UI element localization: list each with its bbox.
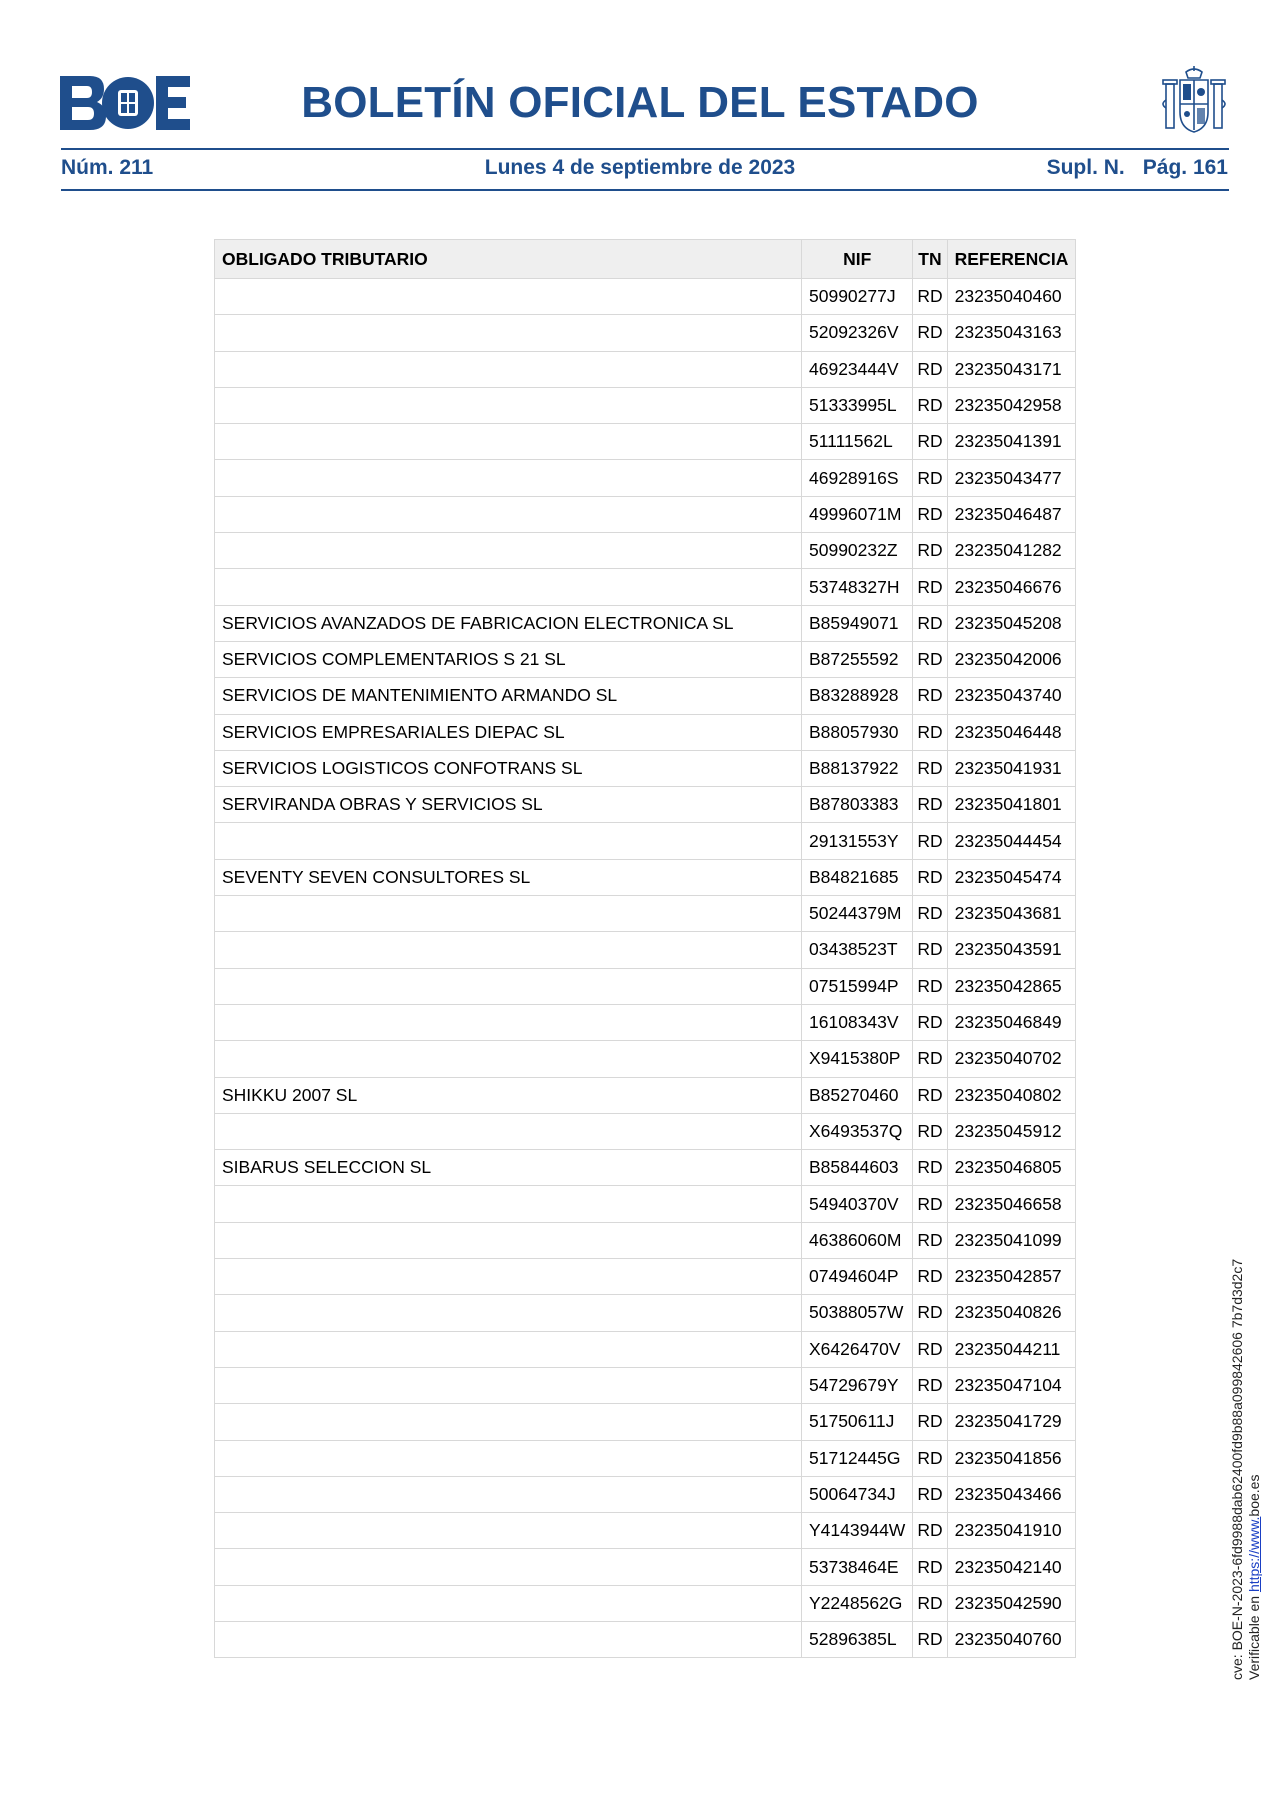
cell-referencia: 23235046849 <box>947 1004 1076 1040</box>
table-row <box>215 714 1076 750</box>
table-row <box>215 1549 1076 1585</box>
cell-referencia: 23235045474 <box>947 859 1076 895</box>
cell-obligado <box>215 932 802 968</box>
cell-obligado <box>215 460 802 496</box>
cell-tn: RD <box>913 315 947 351</box>
cell-referencia: 23235040760 <box>947 1621 1076 1657</box>
cell-nif: X6426470V <box>802 1331 913 1367</box>
cell-tn: RD <box>913 968 947 1004</box>
cell-nif: 50990277J <box>802 279 913 315</box>
cell-nif: B88057930 <box>802 714 913 750</box>
cell-tn: RD <box>913 1621 947 1657</box>
cell-tn: RD <box>913 1440 947 1476</box>
cell-referencia: 23235043171 <box>947 351 1076 387</box>
cell-obligado <box>215 351 802 387</box>
table-row <box>215 1186 1076 1222</box>
cell-obligado <box>215 896 802 932</box>
supplement-label: Supl. N. <box>1046 156 1125 179</box>
table-row <box>215 1077 1076 1113</box>
cell-tn: RD <box>913 932 947 968</box>
cell-tn: RD <box>913 1004 947 1040</box>
table-row <box>215 1222 1076 1258</box>
verification-line <box>1246 1259 1263 1680</box>
cell-referencia: 23235045912 <box>947 1113 1076 1149</box>
cell-tn: RD <box>913 1186 947 1222</box>
table-row <box>215 460 1076 496</box>
cell-nif: X6493537Q <box>802 1113 913 1149</box>
cell-referencia: 23235041856 <box>947 1440 1076 1476</box>
cell-obligado <box>215 1186 802 1222</box>
table-row <box>215 1004 1076 1040</box>
cell-nif: B85844603 <box>802 1150 913 1186</box>
cell-nif: B87803383 <box>802 787 913 823</box>
header-rule-bottom <box>61 189 1229 191</box>
header-obligado: OBLIGADO TRIBUTARIO <box>215 240 802 279</box>
cell-nif: 50064734J <box>802 1476 913 1512</box>
cell-tn: RD <box>913 1404 947 1440</box>
cell-obligado: SERVICIOS EMPRESARIALES DIEPAC SL <box>215 714 802 750</box>
cell-obligado <box>215 1295 802 1331</box>
cell-tn: RD <box>913 1585 947 1621</box>
cell-nif: B85949071 <box>802 605 913 641</box>
cell-referencia: 23235043740 <box>947 678 1076 714</box>
cell-referencia: 23235046676 <box>947 569 1076 605</box>
cell-obligado: SERVICIOS DE MANTENIMIENTO ARMANDO SL <box>215 678 802 714</box>
cell-referencia: 23235041099 <box>947 1222 1076 1258</box>
page-info <box>1047 156 1228 180</box>
page-number: Pág. 161 <box>1142 156 1228 179</box>
table-container <box>214 239 1076 1658</box>
cell-obligado: SERVICIOS LOGISTICOS CONFOTRANS SL <box>215 750 802 786</box>
cell-tn: RD <box>913 1077 947 1113</box>
table-row <box>215 1259 1076 1295</box>
cell-referencia: 23235044454 <box>947 823 1076 859</box>
table-body <box>215 279 1076 1658</box>
table-row <box>215 351 1076 387</box>
cell-referencia: 23235040826 <box>947 1295 1076 1331</box>
cell-referencia: 23235040460 <box>947 279 1076 315</box>
page-title: BOLETÍN OFICIAL DEL ESTADO <box>301 78 979 127</box>
cell-referencia: 23235041910 <box>947 1513 1076 1549</box>
cell-nif: 52092326V <box>802 315 913 351</box>
cell-referencia: 23235046805 <box>947 1150 1076 1186</box>
cell-nif: 51333995L <box>802 387 913 423</box>
taxpayer-table <box>214 239 1076 1658</box>
cell-nif: 50244379M <box>802 896 913 932</box>
table-row <box>215 569 1076 605</box>
cell-obligado <box>215 1621 802 1657</box>
cell-obligado: SIBARUS SELECCION SL <box>215 1150 802 1186</box>
cell-nif: B83288928 <box>802 678 913 714</box>
cell-referencia: 23235041729 <box>947 1404 1076 1440</box>
cell-referencia: 23235041282 <box>947 533 1076 569</box>
table-row <box>215 932 1076 968</box>
cell-obligado: SERVIRANDA OBRAS Y SERVICIOS SL <box>215 787 802 823</box>
cell-referencia: 23235040802 <box>947 1077 1076 1113</box>
cell-nif: 49996071M <box>802 496 913 532</box>
cell-nif: 07515994P <box>802 968 913 1004</box>
cell-referencia: 23235042865 <box>947 968 1076 1004</box>
table-row <box>215 1367 1076 1403</box>
table-row <box>215 1440 1076 1476</box>
cell-tn: RD <box>913 279 947 315</box>
cell-tn: RD <box>913 351 947 387</box>
cell-nif: 46386060M <box>802 1222 913 1258</box>
table-row <box>215 641 1076 677</box>
cell-nif: 46923444V <box>802 351 913 387</box>
cell-obligado <box>215 1585 802 1621</box>
table-row <box>215 279 1076 315</box>
cell-nif: 54940370V <box>802 1186 913 1222</box>
cell-tn: RD <box>913 750 947 786</box>
cell-referencia: 23235046448 <box>947 714 1076 750</box>
verification-prefix: Verificable en <box>1246 1592 1262 1680</box>
cell-obligado <box>215 1404 802 1440</box>
cell-tn: RD <box>913 424 947 460</box>
table-row <box>215 823 1076 859</box>
cell-tn: RD <box>913 714 947 750</box>
cell-tn: RD <box>913 1476 947 1512</box>
cell-obligado: SHIKKU 2007 SL <box>215 1077 802 1113</box>
cell-referencia: 23235042590 <box>947 1585 1076 1621</box>
cell-tn: RD <box>913 787 947 823</box>
cell-tn: RD <box>913 1513 947 1549</box>
table-row <box>215 968 1076 1004</box>
table-row <box>215 1113 1076 1149</box>
issue-number: Núm. 211 <box>61 156 154 179</box>
cell-tn: RD <box>913 1331 947 1367</box>
table-row <box>215 1041 1076 1077</box>
table-row <box>215 1513 1076 1549</box>
cell-tn: RD <box>913 496 947 532</box>
cell-referencia: 23235041801 <box>947 787 1076 823</box>
cell-tn: RD <box>913 896 947 932</box>
table-row <box>215 1150 1076 1186</box>
cell-referencia: 23235043163 <box>947 315 1076 351</box>
cell-referencia: 23235040702 <box>947 1041 1076 1077</box>
cell-referencia: 23235047104 <box>947 1367 1076 1403</box>
cell-obligado: SEVENTY SEVEN CONSULTORES SL <box>215 859 802 895</box>
table-row <box>215 1585 1076 1621</box>
verification-suffix: boe.es <box>1246 1474 1262 1517</box>
cell-obligado <box>215 1222 802 1258</box>
cell-nif: 50990232Z <box>802 533 913 569</box>
cell-obligado <box>215 1513 802 1549</box>
table-row <box>215 1331 1076 1367</box>
verification-note <box>1229 1259 1263 1680</box>
cell-tn: RD <box>913 678 947 714</box>
cell-nif: B84821685 <box>802 859 913 895</box>
header-referencia: REFERENCIA <box>947 240 1076 279</box>
cell-referencia: 23235042958 <box>947 387 1076 423</box>
cell-obligado <box>215 1440 802 1476</box>
cell-tn: RD <box>913 1295 947 1331</box>
cell-referencia: 23235043681 <box>947 896 1076 932</box>
cell-tn: RD <box>913 823 947 859</box>
table-row <box>215 1476 1076 1512</box>
cell-tn: RD <box>913 1259 947 1295</box>
cell-tn: RD <box>913 1150 947 1186</box>
cell-nif: 51750611J <box>802 1404 913 1440</box>
cell-referencia: 23235041391 <box>947 424 1076 460</box>
cell-tn: RD <box>913 859 947 895</box>
cell-nif: B85270460 <box>802 1077 913 1113</box>
cell-nif: Y4143944W <box>802 1513 913 1549</box>
cell-tn: RD <box>913 1367 947 1403</box>
table-row <box>215 1295 1076 1331</box>
header-nif: NIF <box>802 240 913 279</box>
cell-nif: 16108343V <box>802 1004 913 1040</box>
cell-obligado <box>215 1041 802 1077</box>
cell-referencia: 23235043477 <box>947 460 1076 496</box>
cell-nif: Y2248562G <box>802 1585 913 1621</box>
cell-tn: RD <box>913 1041 947 1077</box>
cell-tn: RD <box>913 605 947 641</box>
cell-obligado <box>215 569 802 605</box>
table-row <box>215 678 1076 714</box>
cell-obligado <box>215 424 802 460</box>
cell-obligado <box>215 315 802 351</box>
cell-obligado: SERVICIOS COMPLEMENTARIOS S 21 SL <box>215 641 802 677</box>
cell-nif: B88137922 <box>802 750 913 786</box>
header-rule-top <box>61 148 1229 150</box>
cell-tn: RD <box>913 569 947 605</box>
cell-referencia: 23235042857 <box>947 1259 1076 1295</box>
cell-obligado <box>215 1259 802 1295</box>
table-row <box>215 859 1076 895</box>
table-row <box>215 896 1076 932</box>
cell-nif: 46928916S <box>802 460 913 496</box>
cell-obligado: SERVICIOS AVANZADOS DE FABRICACION ELECTRONICA SL <box>215 605 802 641</box>
cell-nif: 51712445G <box>802 1440 913 1476</box>
cell-nif: 07494604P <box>802 1259 913 1295</box>
cell-nif: X9415380P <box>802 1041 913 1077</box>
table-header-row <box>215 240 1076 279</box>
header-tn: TN <box>913 240 947 279</box>
cell-obligado <box>215 823 802 859</box>
table-row <box>215 787 1076 823</box>
cell-tn: RD <box>913 387 947 423</box>
cell-referencia: 23235043591 <box>947 932 1076 968</box>
table-row <box>215 533 1076 569</box>
cell-nif: 50388057W <box>802 1295 913 1331</box>
cell-nif: 54729679Y <box>802 1367 913 1403</box>
cell-nif: B87255592 <box>802 641 913 677</box>
cell-referencia: 23235044211 <box>947 1331 1076 1367</box>
cell-obligado <box>215 1113 802 1149</box>
cell-referencia: 23235042140 <box>947 1549 1076 1585</box>
cell-tn: RD <box>913 533 947 569</box>
table-row <box>215 424 1076 460</box>
cell-obligado <box>215 1367 802 1403</box>
cell-obligado <box>215 1549 802 1585</box>
cell-referencia: 23235046658 <box>947 1186 1076 1222</box>
cell-nif: 53738464E <box>802 1549 913 1585</box>
cell-referencia: 23235046487 <box>947 496 1076 532</box>
cell-nif: 53748327H <box>802 569 913 605</box>
cell-obligado <box>215 279 802 315</box>
cell-nif: 51111562L <box>802 424 913 460</box>
cell-obligado <box>215 1004 802 1040</box>
cell-nif: 52896385L <box>802 1621 913 1657</box>
issue-date: Lunes 4 de septiembre de 2023 <box>484 156 796 179</box>
cell-nif: 03438523T <box>802 932 913 968</box>
cell-obligado <box>215 968 802 1004</box>
coat-of-arms-icon <box>1160 66 1228 136</box>
cell-obligado <box>215 533 802 569</box>
cell-referencia: 23235043466 <box>947 1476 1076 1512</box>
cell-referencia: 23235045208 <box>947 605 1076 641</box>
table-row <box>215 1404 1076 1440</box>
cell-tn: RD <box>913 460 947 496</box>
cell-obligado <box>215 1331 802 1367</box>
cell-tn: RD <box>913 1113 947 1149</box>
cell-referencia: 23235041931 <box>947 750 1076 786</box>
cell-obligado <box>215 1476 802 1512</box>
cve-code: cve: BOE-N-2023-6fd9988dab62400fd9b88a099842606 7b7d3d2c7 <box>1229 1258 1245 1680</box>
verification-link[interactable]: https://www. <box>1246 1516 1262 1593</box>
cell-nif: 29131553Y <box>802 823 913 859</box>
cell-tn: RD <box>913 1222 947 1258</box>
table-row <box>215 315 1076 351</box>
cell-obligado <box>215 496 802 532</box>
cell-tn: RD <box>913 1549 947 1585</box>
table-row <box>215 605 1076 641</box>
cell-referencia: 23235042006 <box>947 641 1076 677</box>
table-row <box>215 1621 1076 1657</box>
cell-tn: RD <box>913 641 947 677</box>
table-row <box>215 387 1076 423</box>
table-row <box>215 496 1076 532</box>
cell-obligado <box>215 387 802 423</box>
table-row <box>215 750 1076 786</box>
